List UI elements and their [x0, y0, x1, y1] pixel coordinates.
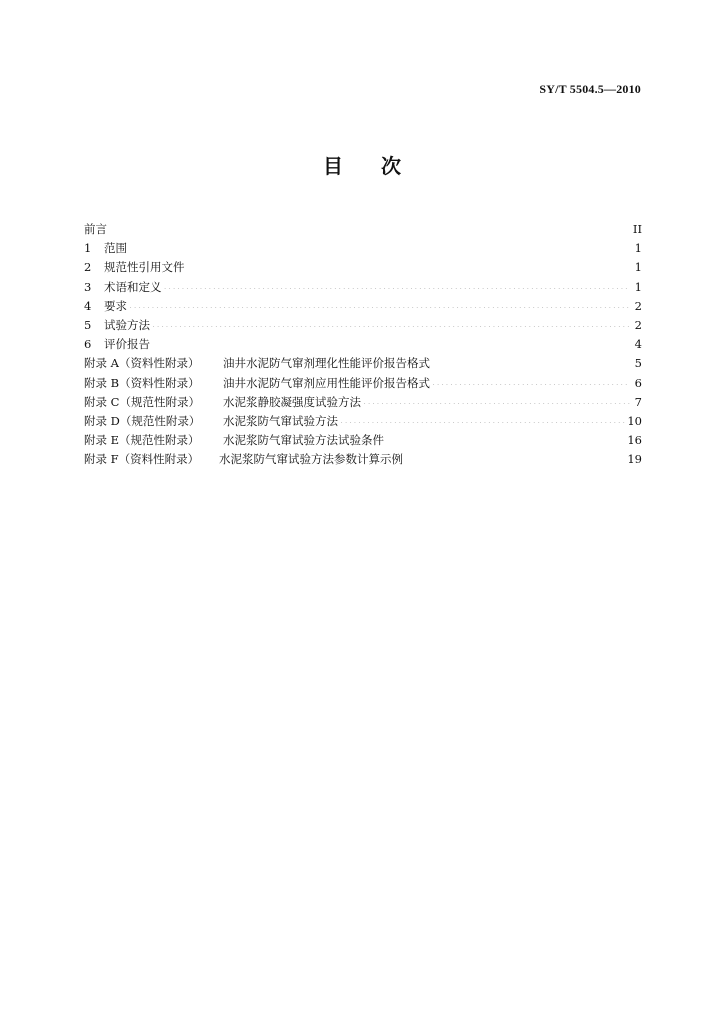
- toc-entry-scope[interactable]: [84, 239, 642, 258]
- toc-entry-number: 5: [84, 317, 92, 332]
- appendix-title: 水泥浆防气窜试验方法: [223, 413, 338, 428]
- dot-leader: [386, 431, 625, 443]
- toc-entry-requirements[interactable]: [84, 297, 642, 316]
- toc-heading: 目次: [323, 154, 439, 178]
- toc-entry-page: 6: [634, 375, 642, 390]
- toc-entry-page: II: [632, 222, 642, 236]
- toc-entry-normative-references[interactable]: [84, 258, 642, 277]
- toc-entry-page: 7: [634, 394, 642, 409]
- toc-entry-page: 2: [634, 317, 642, 332]
- toc-entry-page: 4: [634, 337, 642, 352]
- toc-entry-number: 3: [84, 279, 92, 294]
- dot-leader: [432, 373, 630, 385]
- toc-entry-page: 19: [627, 452, 642, 467]
- toc-appendix-d[interactable]: [84, 412, 642, 431]
- toc-entry-title: 规范性引用文件: [104, 260, 185, 275]
- dot-leader: [129, 239, 630, 251]
- dot-leader: [152, 315, 630, 327]
- toc-appendix-f[interactable]: [84, 450, 642, 469]
- toc-entry-page: 1: [634, 241, 642, 256]
- appendix-title: 水泥浆防气窜试验方法参数计算示例: [219, 452, 403, 467]
- appendix-label: 附录 F（资料性附录）: [84, 452, 200, 467]
- toc-entry-number: 2: [84, 260, 92, 275]
- toc-appendix-a[interactable]: [84, 354, 642, 373]
- dot-leader: [109, 220, 630, 232]
- toc-entry-terms[interactable]: [84, 278, 642, 297]
- toc-entry-evaluation-report[interactable]: [84, 335, 642, 354]
- toc-appendix-c[interactable]: [84, 393, 642, 412]
- toc-entry-title: 评价报告: [104, 337, 150, 352]
- toc-appendix-b[interactable]: [84, 374, 642, 393]
- toc-entry-number: 1: [84, 241, 92, 256]
- toc-entry-page: 16: [627, 433, 642, 448]
- appendix-label: 附录 E（规范性附录）: [84, 433, 200, 448]
- toc-entry-page: 10: [627, 413, 642, 428]
- toc-entry-title: 前言: [84, 222, 107, 236]
- appendix-title: 水泥浆防气窜试验方法试验条件: [223, 433, 384, 448]
- toc-entry-page: 2: [634, 298, 642, 313]
- appendix-title: 水泥浆静胶凝强度试验方法: [223, 394, 361, 409]
- table-of-contents: [84, 220, 642, 469]
- standard-number: SY/T 5504.5—2010: [539, 82, 641, 96]
- appendix-title: 油井水泥防气窜剂理化性能评价报告格式: [223, 356, 430, 371]
- toc-entry-page: 1: [634, 260, 642, 275]
- dot-leader: [129, 296, 630, 308]
- dot-leader: [152, 335, 630, 347]
- toc-entry-number: 4: [84, 298, 92, 313]
- appendix-label: 附录 B（资料性附录）: [84, 375, 200, 390]
- toc-entry-title: 要求: [104, 298, 127, 313]
- toc-entry-page: 1: [634, 279, 642, 294]
- toc-entry-title: 范围: [104, 241, 127, 256]
- toc-entry-page: 5: [634, 356, 642, 371]
- appendix-label: 附录 A（资料性附录）: [84, 356, 200, 371]
- toc-entry-test-methods[interactable]: [84, 316, 642, 335]
- toc-entry-title: 术语和定义: [104, 279, 162, 294]
- appendix-title: 油井水泥防气窜剂应用性能评价报告格式: [223, 375, 430, 390]
- dot-leader: [187, 258, 631, 270]
- dot-leader: [405, 450, 625, 462]
- dot-leader: [432, 354, 630, 366]
- toc-entry-title: 试验方法: [104, 317, 150, 332]
- dot-leader: [363, 392, 630, 404]
- dot-leader: [164, 277, 631, 289]
- dot-leader: [340, 411, 625, 423]
- toc-entry-number: 6: [84, 337, 92, 352]
- appendix-label: 附录 C（规范性附录）: [84, 394, 200, 409]
- toc-appendix-e[interactable]: [84, 431, 642, 450]
- appendix-label: 附录 D（规范性附录）: [84, 413, 201, 428]
- toc-entry-foreword[interactable]: [84, 220, 642, 239]
